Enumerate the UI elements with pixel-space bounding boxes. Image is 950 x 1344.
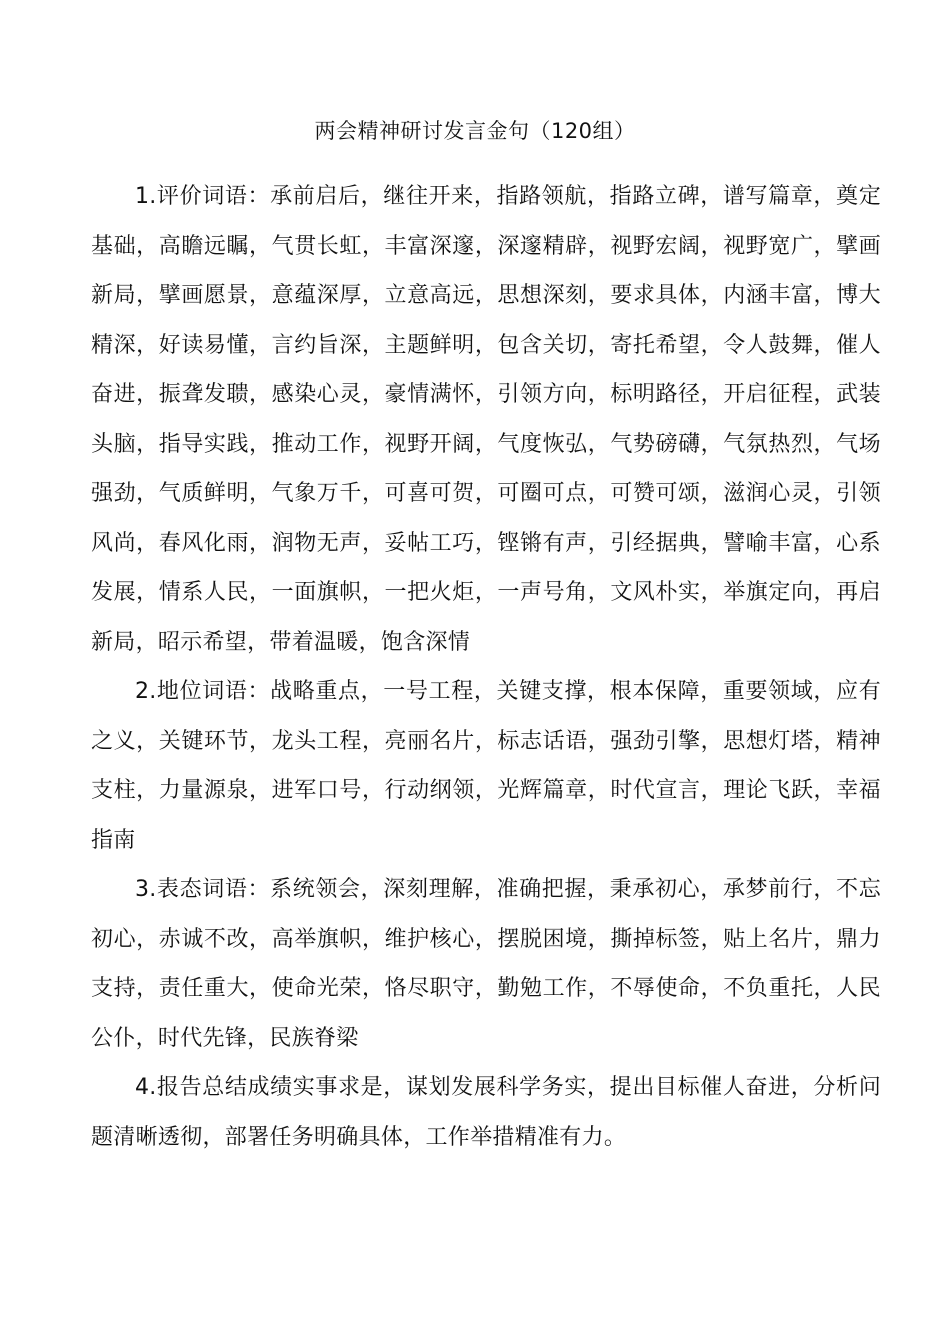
paragraph-stance-terms: 3.表态词语：系统领会，深刻理解，准确把握，秉承初心，承梦前行，不忘初心，赤诚不改，高举旗帜，维护核心，摆脱困境，撕掉标签，贴上名片，鼎力支持，责任重大，使命光荣，恪尽职守，勤勉工作，不辱使命，不负重托，人民公仆，时代先锋，民族脊梁 — [91, 877, 881, 1051]
page-title: 两会精神研讨发言金句（120组） — [314, 119, 636, 143]
paragraph-evaluation-terms: 1.评价词语：承前启后，继往开来，指路领航，指路立碑，谱写篇章，奠定基础，高瞻远瞩，气贯长虹，丰富深邃，深邃精辟，视野宏阔，视野宽广，擘画新局，擘画愿景，意蕴深厚，立意高远，思想深刻，要求具体，内涵丰富，博大精深，好读易懂，言约旨深，主题鲜明，包含关切，寄托希望，令人鼓舞，催人奋进，振聋发聩，感染心灵，豪情满怀，引领方向，标明路径，开启征程，武装头脑，指导实践，推动工作，视野开阔，气度恢弘，气势磅礴，气氛热烈，气场强劲，气质鲜明，气象万千，可喜可贺，可圈可点，可赞可颂，滋润心灵，引领风尚，春风化雨，润物无声，妥帖工巧，铿锵有声，引经据典，譬喻丰富，心系发展，情系人民，一面旗帜，一把火炬，一声号角，文风朴实，举旗定向，再启新局，昭示希望，带着温暖，饱含深情 — [91, 184, 881, 655]
document-body — [91, 172, 881, 1162]
paragraph-report-summary: 4.报告总结成绩实事求是，谋划发展科学务实，提出目标催人奋进，分析问题清晰透彻，部署任务明确具体，工作举措精准有力。 — [91, 1075, 881, 1150]
paragraph-status-terms: 2.地位词语：战略重点，一号工程，关键支撑，根本保障，重要领域，应有之义，关键环节，龙头工程，亮丽名片，标志话语，强劲引擎，思想灯塔，精神支柱，力量源泉，进军口号，行动纲领，光辉篇章，时代宣言，理论飞跃，幸福指南 — [91, 679, 881, 853]
